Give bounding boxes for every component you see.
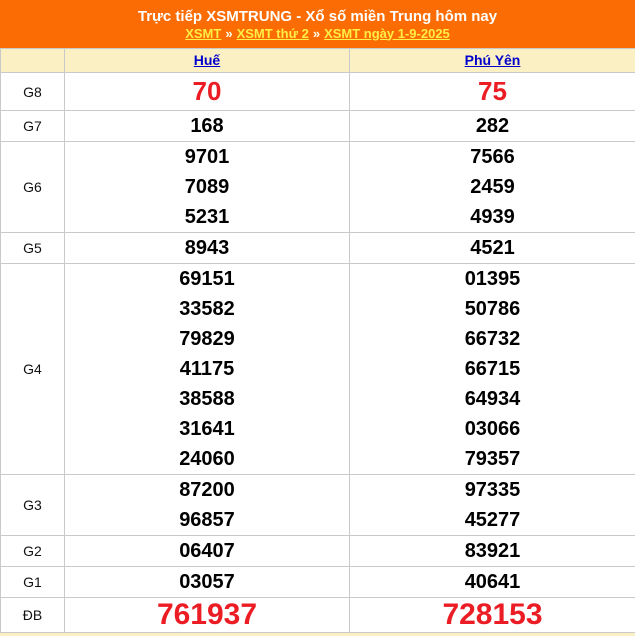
page-banner [0,0,635,48]
breadcrumb-link[interactable]: XSMT thứ 2 [236,25,309,41]
result-number: 97335 [464,479,521,501]
result-number: 24060 [179,448,235,470]
result-number: 9701 [184,146,230,168]
result-number: 50786 [464,298,521,320]
breadcrumb-separator: » [225,25,233,41]
hue-numbers-cell [65,73,350,111]
result-number: 761937 [156,598,258,631]
result-number: 31641 [179,418,235,440]
phu-yen-numbers-cell [350,475,635,536]
page-title: Trực tiếp XSMTRUNG - Xổ số miền Trung hôm nay [137,7,498,25]
result-number: 40641 [464,571,521,593]
phu-yen-numbers-cell [350,567,635,598]
result-number: 69151 [179,268,235,290]
hue-numbers-cell [65,475,350,536]
result-number: 66732 [464,328,521,350]
phu-yen-numbers-cell [350,233,635,264]
result-number: 7566 [470,146,515,168]
prize-label: G4 [1,264,65,475]
phu-yen-numbers-cell [350,536,635,567]
result-number: 282 [475,115,510,137]
phu-yen-numbers-cell [350,264,635,475]
prize-row-g1 [1,567,635,598]
prize-row-g2 [1,536,635,567]
breadcrumb [183,26,452,41]
prize-row-g6 [1,142,635,233]
prize-label: G1 [1,567,65,598]
phu-yen-numbers-cell [350,73,635,111]
prize-label: G7 [1,111,65,142]
result-number: 79357 [464,448,521,470]
hue-numbers-cell [65,264,350,475]
prize-label: G5 [1,233,65,264]
prize-row-g5 [1,233,635,264]
result-number: 38588 [179,388,235,410]
result-number: 83921 [464,540,521,562]
result-number: 75 [478,76,507,106]
breadcrumb-link[interactable]: XSMT ngày 1-9-2025 [324,25,450,41]
prize-label: G8 [1,73,65,111]
result-number: 728153 [442,598,543,631]
result-number: 03066 [464,418,521,440]
result-number: 87200 [179,479,235,501]
prize-label: G6 [1,142,65,233]
result-number: 8943 [184,237,230,259]
prize-row-đb [1,598,635,633]
hue-numbers-cell [65,567,350,598]
hue-numbers-cell [65,598,350,633]
breadcrumb-separator: » [312,25,321,41]
result-number: 64934 [464,388,521,410]
column-header-phu-yen [350,49,635,73]
result-number: 4521 [470,237,515,259]
result-number: 06407 [179,540,235,562]
prize-label: ĐB [1,598,65,633]
prize-label: G2 [1,536,65,567]
phu-yen-numbers-cell [350,598,635,633]
result-number: 03057 [179,571,235,593]
hue-numbers-cell [65,233,350,264]
province-link-hue[interactable]: Huế [193,51,221,68]
province-link-phu-yen[interactable]: Phú Yên [464,51,521,68]
result-number: 41175 [179,358,235,380]
result-number: 33582 [179,298,235,320]
result-number: 45277 [464,509,521,531]
result-number: 168 [190,115,224,137]
result-number: 4939 [470,206,515,228]
prize-row-g8 [1,73,635,111]
column-header-hue [65,49,350,73]
phu-yen-numbers-cell [350,111,635,142]
results-table [0,48,635,633]
hue-numbers-cell [65,142,350,233]
result-number: 7089 [184,176,230,198]
hue-numbers-cell [65,111,350,142]
prize-row-g7 [1,111,635,142]
phu-yen-numbers-cell [350,142,635,233]
result-number: 5231 [184,206,230,228]
result-number: 66715 [464,358,521,380]
table-header-row [1,49,635,73]
result-number: 01395 [464,268,521,290]
prize-row-g3 [1,475,635,536]
result-number: 2459 [470,176,515,198]
breadcrumb-link[interactable]: XSMT [185,25,222,41]
prize-label: G3 [1,475,65,536]
prize-row-g4 [1,264,635,475]
result-number: 79829 [179,328,235,350]
prize-column-header [1,49,65,73]
result-number: 96857 [179,509,235,531]
hue-numbers-cell [65,536,350,567]
result-number: 70 [192,76,222,106]
